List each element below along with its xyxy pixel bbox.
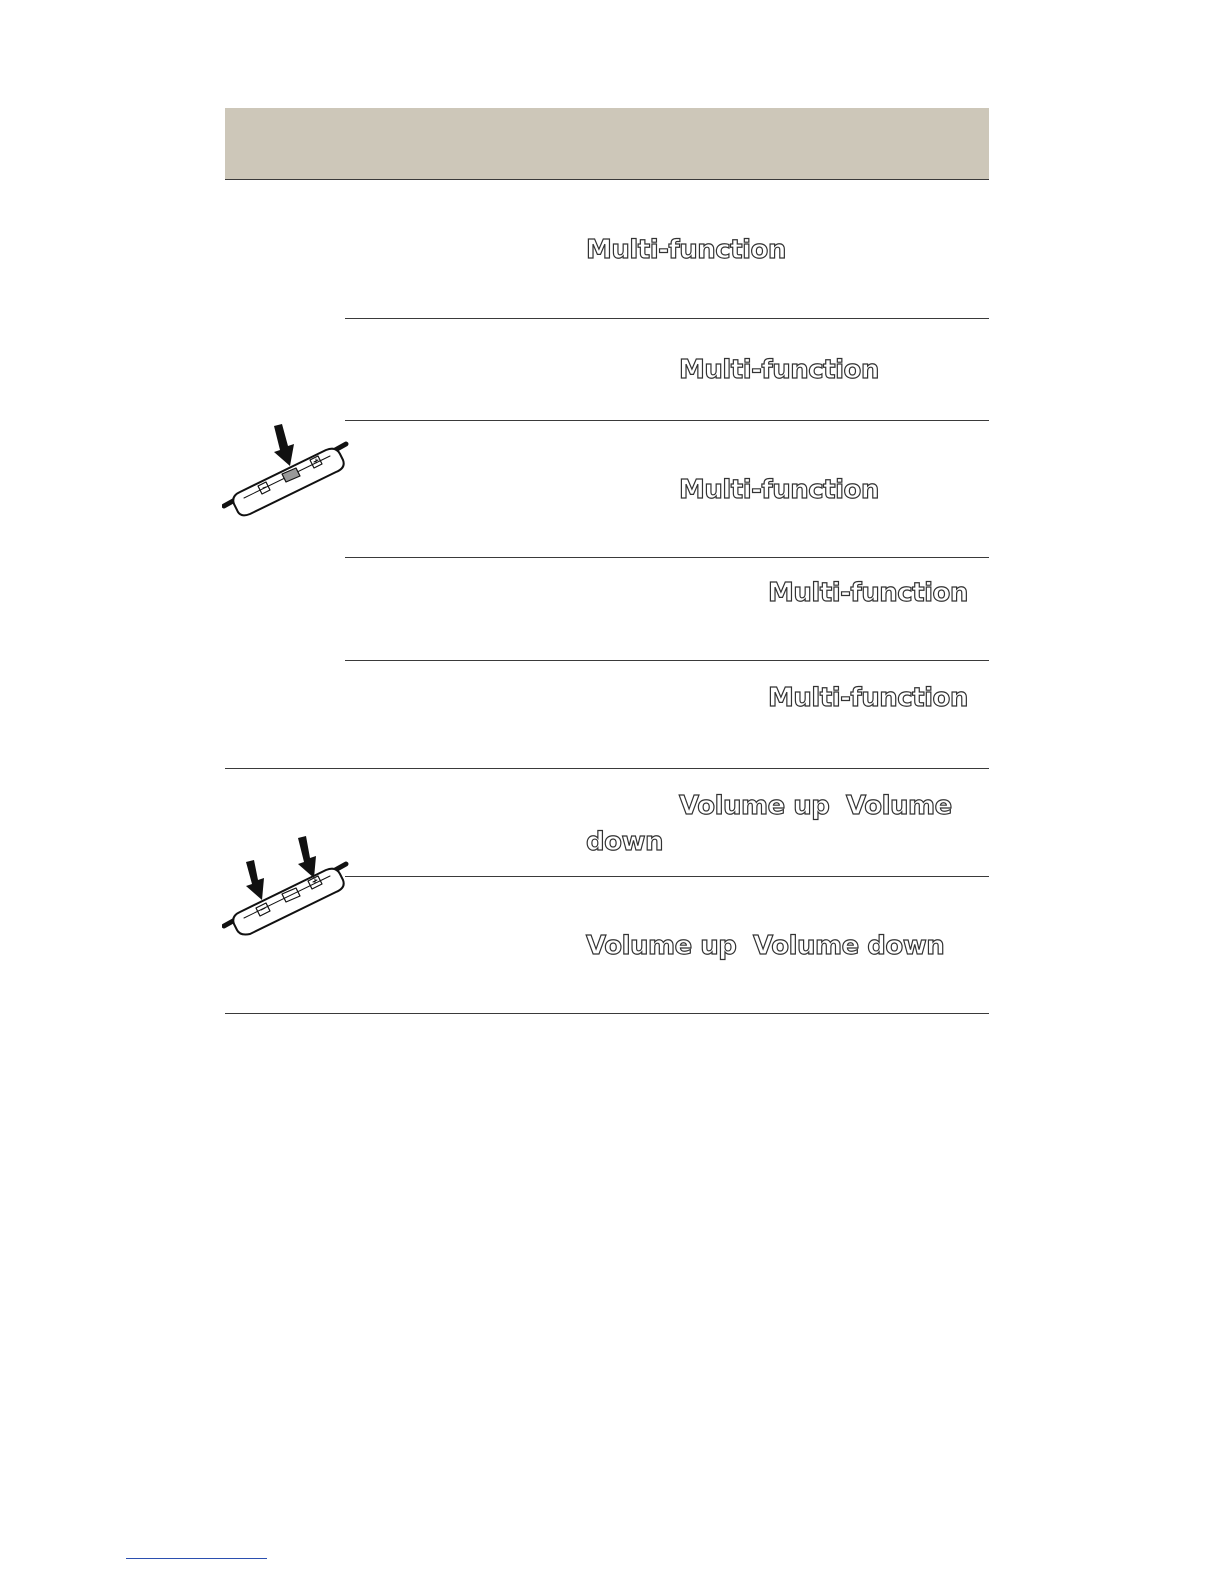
volume-up-label: Volume up (679, 791, 830, 821)
table-header-band (225, 108, 989, 179)
multi-function-label: Multi-function (679, 355, 879, 385)
remote-control-multifunction-icon (222, 420, 350, 520)
volume-down-label: Volume (846, 791, 952, 821)
row-divider (345, 660, 989, 661)
multi-function-label: Multi-function (768, 683, 968, 713)
volume-down-label: Volume down (753, 931, 945, 961)
table-rule (225, 179, 989, 180)
pointer-arrow-icon (274, 424, 294, 466)
row-divider (345, 318, 989, 319)
multi-function-label: Multi-function (586, 235, 786, 265)
row-divider (345, 876, 989, 877)
row-divider (345, 420, 989, 421)
table-bottom-rule (225, 1013, 989, 1014)
remote-control-volume-icon (222, 836, 350, 936)
section-divider (225, 768, 989, 769)
multi-function-label: Multi-function (679, 475, 879, 505)
footnote-separator (126, 1558, 267, 1559)
volume-up-label: Volume up (586, 931, 737, 961)
multi-function-label: Multi-function (768, 578, 968, 608)
volume-down-label-continued: down (586, 827, 664, 857)
row-divider (345, 557, 989, 558)
pointer-arrow-icon (298, 836, 316, 878)
pointer-arrow-icon (246, 860, 264, 900)
